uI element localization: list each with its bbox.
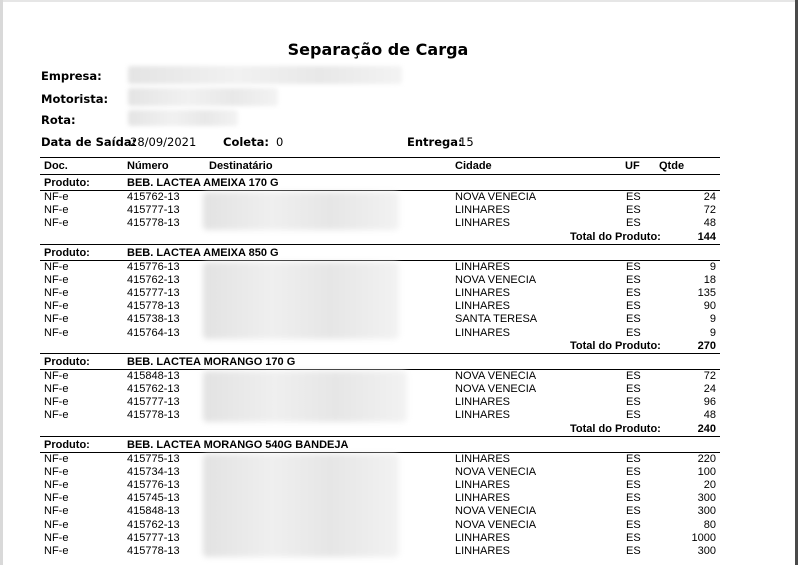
- produto-label: Produto:: [44, 246, 90, 259]
- row-cidade: LINHARES: [455, 287, 511, 299]
- row-cidade: NOVA VENECIA: [455, 191, 537, 203]
- coleta-label: Coleta:: [223, 135, 269, 149]
- total-label: Total do Produto:: [570, 230, 661, 243]
- row-cidade: LINHARES: [455, 492, 511, 505]
- row-qtde: 18: [703, 273, 716, 286]
- row-numero: 415775-13: [127, 452, 180, 465]
- row-numero: 415848-13: [127, 369, 180, 382]
- row-doc: NF-e: [44, 479, 69, 491]
- row-uf: ES: [626, 260, 641, 273]
- col-doc: Doc.: [44, 160, 68, 172]
- row-qtde: 300: [697, 492, 716, 505]
- row-numero: 415738-13: [127, 313, 180, 326]
- row-cidade: LINHARES: [455, 217, 511, 230]
- row-cidade: NOVA VENECIA: [455, 505, 537, 518]
- row-qtde: 24: [703, 191, 716, 203]
- row-uf: ES: [626, 531, 641, 544]
- row-cidade: NOVA VENECIA: [455, 465, 537, 478]
- total-label: Total do Produto:: [570, 422, 661, 435]
- row-cidade: LINHARES: [455, 479, 511, 491]
- row-doc: NF-e: [44, 204, 69, 217]
- row-cidade: LINHARES: [455, 300, 511, 313]
- destinatario-redacted: [203, 262, 399, 339]
- row-uf: ES: [626, 287, 641, 299]
- row-numero: 415764-13: [127, 326, 180, 339]
- row-uf: ES: [626, 204, 641, 217]
- row-qtde: 24: [703, 383, 716, 395]
- row-doc: NF-e: [44, 518, 69, 531]
- row-uf: ES: [626, 518, 641, 531]
- row-cidade: LINHARES: [455, 204, 511, 217]
- row-doc: NF-e: [44, 300, 69, 313]
- entrega-value: 15: [459, 135, 474, 149]
- row-qtde: 9: [709, 326, 716, 339]
- group-rule: [40, 353, 720, 354]
- row-numero: 415777-13: [127, 287, 180, 299]
- row-doc: NF-e: [44, 492, 69, 505]
- col-qtde: Qtde: [659, 160, 685, 172]
- row-cidade: LINHARES: [455, 396, 511, 409]
- row-cidade: SANTA TERESA: [455, 313, 538, 326]
- row-numero: 415776-13: [127, 260, 180, 273]
- row-uf: ES: [626, 505, 641, 518]
- row-doc: NF-e: [44, 369, 69, 382]
- row-uf: ES: [626, 545, 641, 557]
- row-cidade: LINHARES: [455, 545, 511, 557]
- row-doc: NF-e: [44, 217, 69, 230]
- row-uf: ES: [626, 191, 641, 203]
- row-uf: ES: [626, 313, 641, 326]
- row-doc: NF-e: [44, 273, 69, 286]
- row-qtde: 1000: [691, 531, 716, 544]
- row-uf: ES: [626, 326, 641, 339]
- row-uf: ES: [626, 217, 641, 230]
- group-rule: [40, 244, 720, 245]
- data-saida-label: Data de Saída:: [41, 135, 137, 149]
- row-numero: 415762-13: [127, 383, 180, 395]
- row-uf: ES: [626, 452, 641, 465]
- row-cidade: LINHARES: [455, 409, 511, 422]
- row-doc: NF-e: [44, 383, 69, 395]
- row-doc: NF-e: [44, 505, 69, 518]
- produto-name: BEB. LACTEA AMEIXA 170 G: [127, 177, 279, 189]
- row-doc: NF-e: [44, 531, 69, 544]
- row-numero: 415777-13: [127, 531, 180, 544]
- row-uf: ES: [626, 369, 641, 382]
- row-doc: NF-e: [44, 452, 69, 465]
- row-numero: 415778-13: [127, 217, 180, 230]
- col-numero: Número: [127, 160, 169, 172]
- row-doc: NF-e: [44, 191, 69, 203]
- produto-name: BEB. LACTEA MORANGO 170 G: [127, 355, 296, 368]
- row-uf: ES: [626, 479, 641, 491]
- rota-label: Rota:: [41, 113, 76, 127]
- produto-label: Produto:: [44, 355, 90, 368]
- row-qtde: 72: [703, 204, 716, 217]
- empresa-label: Empresa:: [41, 69, 102, 83]
- row-qtde: 96: [703, 396, 716, 409]
- row-qtde: 220: [697, 452, 716, 465]
- row-numero: 415778-13: [127, 300, 180, 313]
- row-qtde: 20: [703, 479, 716, 491]
- group-rule: [40, 436, 720, 437]
- row-qtde: 48: [703, 217, 716, 230]
- row-cidade: LINHARES: [455, 260, 511, 273]
- produto-label: Produto:: [44, 438, 90, 451]
- row-qtde: 300: [697, 545, 716, 557]
- row-uf: ES: [626, 465, 641, 478]
- total-value: 270: [697, 339, 716, 352]
- row-qtde: 90: [703, 300, 716, 313]
- row-cidade: NOVA VENECIA: [455, 369, 537, 382]
- row-cidade: LINHARES: [455, 452, 511, 465]
- row-doc: NF-e: [44, 465, 69, 478]
- row-numero: 415776-13: [127, 479, 180, 491]
- row-qtde: 9: [709, 260, 716, 273]
- row-qtde: 72: [703, 369, 716, 382]
- motorista-label: Motorista:: [41, 92, 109, 106]
- row-cidade: NOVA VENECIA: [455, 383, 537, 395]
- produto-label: Produto:: [44, 177, 90, 189]
- row-uf: ES: [626, 383, 641, 395]
- row-uf: ES: [626, 273, 641, 286]
- destinatario-redacted: [203, 371, 407, 422]
- total-label: Total do Produto:: [570, 339, 661, 352]
- entrega-label: Entrega:: [407, 135, 463, 149]
- row-doc: NF-e: [44, 545, 69, 557]
- row-qtde: 9: [709, 313, 716, 326]
- row-numero: 415762-13: [127, 518, 180, 531]
- row-uf: ES: [626, 396, 641, 409]
- row-qtde: 48: [703, 409, 716, 422]
- row-numero: 415778-13: [127, 545, 180, 557]
- produto-name: BEB. LACTEA MORANGO 540G BANDEJA: [127, 438, 349, 451]
- page-title: Separação de Carga: [287, 40, 469, 59]
- row-numero: 415778-13: [127, 409, 180, 422]
- row-uf: ES: [626, 492, 641, 505]
- row-cidade: LINHARES: [455, 326, 511, 339]
- row-qtde: 135: [697, 287, 716, 299]
- total-value: 240: [697, 422, 716, 435]
- destinatario-redacted: [203, 192, 399, 230]
- row-doc: NF-e: [44, 396, 69, 409]
- row-doc: NF-e: [44, 287, 69, 299]
- row-uf: ES: [626, 409, 641, 422]
- row-doc: NF-e: [44, 326, 69, 339]
- row-numero: 415848-13: [127, 505, 180, 518]
- produto-name: BEB. LACTEA AMEIXA 850 G: [127, 246, 279, 259]
- row-cidade: NOVA VENECIA: [455, 273, 537, 286]
- row-numero: 415762-13: [127, 191, 180, 203]
- total-value: 144: [697, 230, 716, 243]
- row-cidade: LINHARES: [455, 531, 511, 544]
- data-saida-value: 28/09/2021: [130, 135, 197, 149]
- row-qtde: 80: [703, 518, 716, 531]
- row-numero: 415777-13: [127, 204, 180, 217]
- row-numero: 415734-13: [127, 465, 180, 478]
- coleta-value: 0: [276, 135, 284, 149]
- col-cidade: Cidade: [455, 160, 492, 172]
- col-uf: UF: [625, 160, 640, 172]
- col-destinatario: Destinatário: [209, 160, 273, 172]
- destinatario-redacted: [203, 454, 399, 558]
- row-qtde: 100: [697, 465, 716, 478]
- row-doc: NF-e: [44, 313, 69, 326]
- row-qtde: 300: [697, 505, 716, 518]
- row-numero: 415777-13: [127, 396, 180, 409]
- row-doc: NF-e: [44, 260, 69, 273]
- row-uf: ES: [626, 300, 641, 313]
- row-doc: NF-e: [44, 409, 69, 422]
- row-numero: 415762-13: [127, 273, 180, 286]
- row-cidade: NOVA VENECIA: [455, 518, 537, 531]
- row-numero: 415745-13: [127, 492, 180, 505]
